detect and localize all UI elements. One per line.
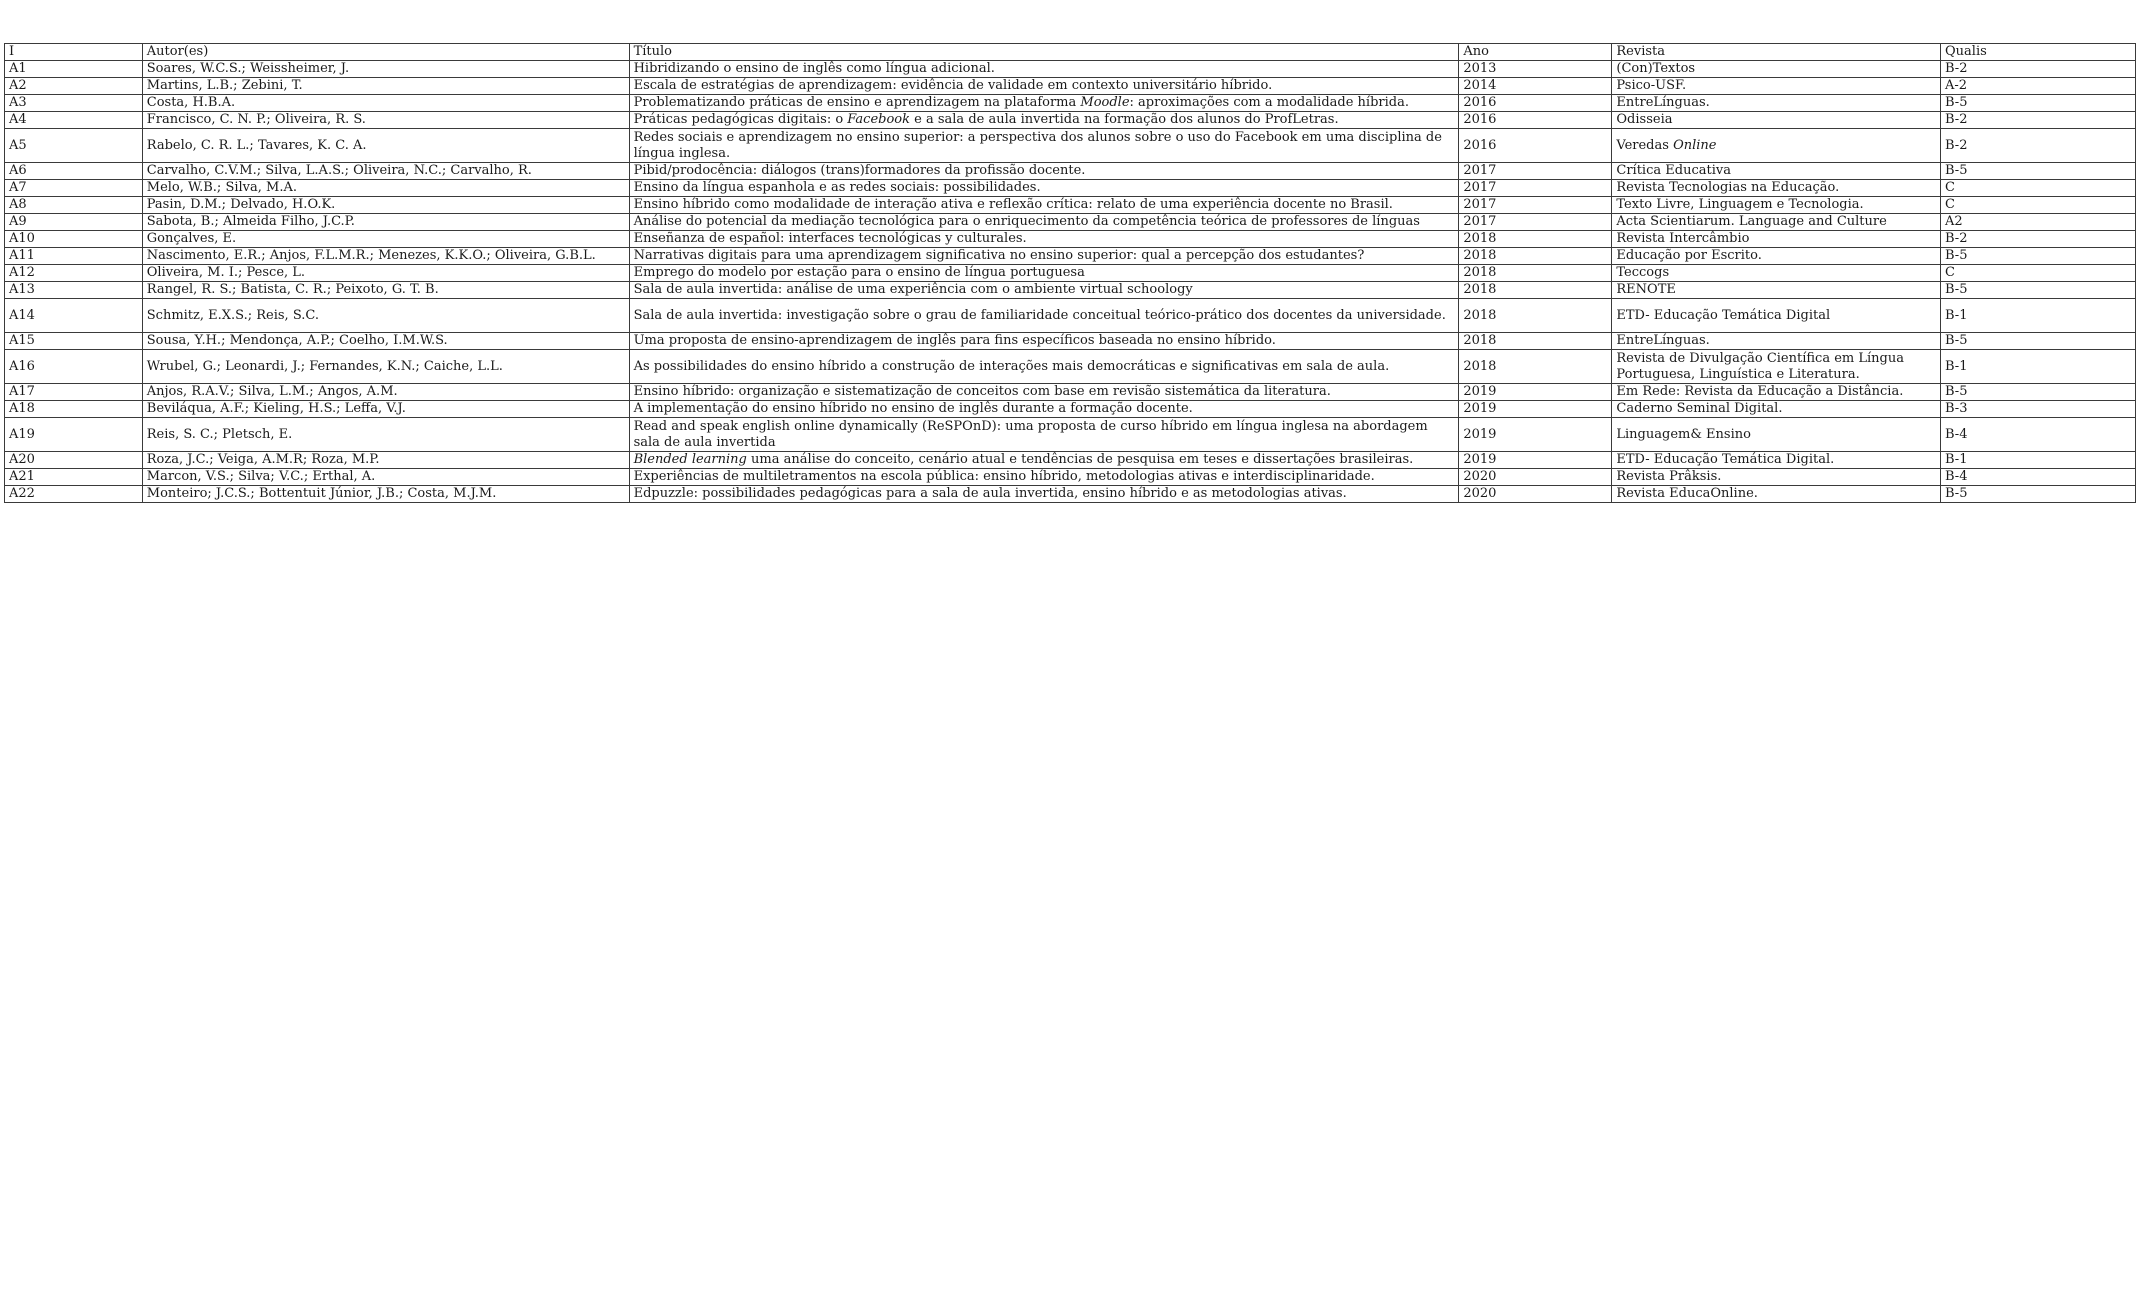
cell-qualis: A2	[1941, 214, 2136, 231]
cell-journal: EntreLínguas.	[1612, 95, 1941, 112]
cell-authors: Sabota, B.; Almeida Filho, J.C.P.	[142, 214, 629, 231]
cell-authors: Nascimento, E.R.; Anjos, F.L.M.R.; Menezes, K.K.O.; Oliveira, G.B.L.	[142, 248, 629, 265]
cell-authors: Monteiro; J.C.S.; Bottentuit Júnior, J.B.; Costa, M.J.M.	[142, 486, 629, 503]
cell-year: 2019	[1459, 452, 1612, 469]
table-row	[5, 61, 2136, 78]
cell-journal: Em Rede: Revista da Educação a Distância.	[1612, 384, 1941, 401]
cell-journal: Linguagem& Ensino	[1612, 418, 1941, 452]
table-header-row	[5, 44, 2136, 61]
cell-journal: Revista Tecnologias na Educação.	[1612, 180, 1941, 197]
cell-authors: Beviláqua, A.F.; Kieling, H.S.; Leffa, V.J.	[142, 401, 629, 418]
table-row	[5, 299, 2136, 333]
table-row	[5, 350, 2136, 384]
cell-year: 2017	[1459, 180, 1612, 197]
table-row	[5, 384, 2136, 401]
cell-year: 2019	[1459, 384, 1612, 401]
cell-authors: Gonçalves, E.	[142, 231, 629, 248]
cell-qualis: B-4	[1941, 418, 2136, 452]
title-text-part: uma análise do conceito, cenário atual e tendências de pesquisa em teses e dissertações brasileiras.	[746, 452, 1414, 467]
cell-title	[629, 452, 1459, 469]
cell-authors: Reis, S. C.; Pletsch, E.	[142, 418, 629, 452]
header-id: I	[5, 44, 143, 61]
cell-year: 2019	[1459, 401, 1612, 418]
cell-id: A7	[5, 180, 143, 197]
cell-journal: EntreLínguas.	[1612, 333, 1941, 350]
cell-journal	[1612, 129, 1941, 163]
cell-title: Redes sociais e aprendizagem no ensino superior: a perspectiva dos alunos sobre o uso do Facebook em uma disciplina de língua inglesa.	[629, 129, 1459, 163]
cell-qualis: A-2	[1941, 78, 2136, 95]
cell-qualis: B-5	[1941, 95, 2136, 112]
cell-authors: Costa, H.B.A.	[142, 95, 629, 112]
cell-id: A5	[5, 129, 143, 163]
cell-qualis: B-4	[1941, 469, 2136, 486]
cell-id: A6	[5, 163, 143, 180]
cell-journal: Texto Livre, Linguagem e Tecnologia.	[1612, 197, 1941, 214]
cell-year: 2019	[1459, 418, 1612, 452]
title-text-part: Práticas pedagógicas digitais: o	[633, 112, 848, 127]
table-row	[5, 95, 2136, 112]
cell-qualis: B-3	[1941, 401, 2136, 418]
cell-journal: Teccogs	[1612, 265, 1941, 282]
title-italic-part: Facebook	[847, 112, 911, 127]
cell-title: Ensino híbrido: organização e sistematização de conceitos com base em revisão sistemática da literatura.	[629, 384, 1459, 401]
references-table-container	[4, 43, 2136, 503]
cell-year: 2018	[1459, 282, 1612, 299]
cell-id: A15	[5, 333, 143, 350]
cell-authors: Roza, J.C.; Veiga, A.M.R; Roza, M.P.	[142, 452, 629, 469]
title-text-part: e a sala de aula invertida na formação dos alunos do ProfLetras.	[910, 112, 1339, 127]
cell-title: Análise do potencial da mediação tecnológica para o enriquecimento da competência teórica de professores de línguas	[629, 214, 1459, 231]
cell-qualis: B-5	[1941, 163, 2136, 180]
cell-id: A17	[5, 384, 143, 401]
cell-journal: Revista Intercâmbio	[1612, 231, 1941, 248]
cell-id: A11	[5, 248, 143, 265]
cell-authors: Pasin, D.M.; Delvado, H.O.K.	[142, 197, 629, 214]
cell-year: 2018	[1459, 265, 1612, 282]
cell-year: 2020	[1459, 469, 1612, 486]
cell-title: Pibid/prodocência: diálogos (trans)formadores da profissão docente.	[629, 163, 1459, 180]
cell-authors: Carvalho, C.V.M.; Silva, L.A.S.; Oliveira, N.C.; Carvalho, R.	[142, 163, 629, 180]
cell-year: 2018	[1459, 248, 1612, 265]
cell-qualis: B-1	[1941, 299, 2136, 333]
header-year: Ano	[1459, 44, 1612, 61]
title-italic-part: Moodle	[1080, 95, 1130, 110]
cell-year: 2018	[1459, 333, 1612, 350]
cell-qualis: B-5	[1941, 486, 2136, 503]
cell-qualis: C	[1941, 265, 2136, 282]
cell-journal: ETD- Educação Temática Digital.	[1612, 452, 1941, 469]
table-row	[5, 231, 2136, 248]
cell-journal: Odisseia	[1612, 112, 1941, 129]
cell-journal: Revista de Divulgação Científica em Língua Portuguesa, Linguística e Literatura.	[1612, 350, 1941, 384]
table-row	[5, 163, 2136, 180]
cell-qualis: B-2	[1941, 112, 2136, 129]
table-row	[5, 418, 2136, 452]
table-row	[5, 78, 2136, 95]
cell-authors: Rangel, R. S.; Batista, C. R.; Peixoto, G. T. B.	[142, 282, 629, 299]
cell-id: A8	[5, 197, 143, 214]
table-row	[5, 282, 2136, 299]
cell-year: 2020	[1459, 486, 1612, 503]
cell-qualis: B-1	[1941, 350, 2136, 384]
cell-journal: (Con)Textos	[1612, 61, 1941, 78]
header-qualis: Qualis	[1941, 44, 2136, 61]
cell-year: 2017	[1459, 163, 1612, 180]
table-row	[5, 197, 2136, 214]
cell-authors: Rabelo, C. R. L.; Tavares, K. C. A.	[142, 129, 629, 163]
cell-title: A implementação do ensino híbrido no ensino de inglês durante a formação docente.	[629, 401, 1459, 418]
cell-title: Narrativas digitais para uma aprendizagem significativa no ensino superior: qual a percepção dos estudantes?	[629, 248, 1459, 265]
cell-authors: Anjos, R.A.V.; Silva, L.M.; Angos, A.M.	[142, 384, 629, 401]
cell-journal: Psico-USF.	[1612, 78, 1941, 95]
cell-year: 2018	[1459, 231, 1612, 248]
cell-id: A3	[5, 95, 143, 112]
table-row	[5, 129, 2136, 163]
cell-id: A1	[5, 61, 143, 78]
cell-year: 2017	[1459, 197, 1612, 214]
cell-authors: Marcon, V.S.; Silva; V.C.; Erthal, A.	[142, 469, 629, 486]
cell-title	[629, 112, 1459, 129]
cell-authors: Oliveira, M. I.; Pesce, L.	[142, 265, 629, 282]
table-row	[5, 214, 2136, 231]
header-title: Título	[629, 44, 1459, 61]
cell-qualis: B-2	[1941, 231, 2136, 248]
cell-journal: ETD- Educação Temática Digital	[1612, 299, 1941, 333]
cell-title: Sala de aula invertida: investigação sobre o grau de familiaridade conceitual teórico-prático dos docentes da universidade.	[629, 299, 1459, 333]
cell-authors: Francisco, C. N. P.; Oliveira, R. S.	[142, 112, 629, 129]
cell-title: Sala de aula invertida: análise de uma experiência com o ambiente virtual schoology	[629, 282, 1459, 299]
cell-journal: Revista EducaOnline.	[1612, 486, 1941, 503]
cell-authors: Wrubel, G.; Leonardi, J.; Fernandes, K.N.; Caiche, L.L.	[142, 350, 629, 384]
table-row	[5, 401, 2136, 418]
title-text-part: : aproximações com a modalidade híbrida.	[1129, 95, 1409, 110]
cell-id: A10	[5, 231, 143, 248]
cell-id: A16	[5, 350, 143, 384]
cell-year: 2018	[1459, 350, 1612, 384]
table-row	[5, 452, 2136, 469]
cell-qualis: B-2	[1941, 129, 2136, 163]
cell-title: Uma proposta de ensino-aprendizagem de inglês para fins específicos baseada no ensino híbrido.	[629, 333, 1459, 350]
cell-title: Hibridizando o ensino de inglês como língua adicional.	[629, 61, 1459, 78]
table-row	[5, 112, 2136, 129]
cell-journal: Educação por Escrito.	[1612, 248, 1941, 265]
cell-title: Experiências de multiletramentos na escola pública: ensino híbrido, metodologias ativas e interdisciplinaridade.	[629, 469, 1459, 486]
journal-italic-part: Online	[1673, 137, 1717, 153]
cell-id: A12	[5, 265, 143, 282]
cell-title: Read and speak english online dynamically (ReSPOnD): uma proposta de curso híbrido em língua inglesa na abordagem sala de aula invertida	[629, 418, 1459, 452]
cell-title: Ensino da língua espanhola e as redes sociais: possibilidades.	[629, 180, 1459, 197]
cell-year: 2013	[1459, 61, 1612, 78]
cell-id: A20	[5, 452, 143, 469]
cell-title: Emprego do modelo por estação para o ensino de língua portuguesa	[629, 265, 1459, 282]
header-journal: Revista	[1612, 44, 1941, 61]
title-text-part: Problematizando práticas de ensino e aprendizagem na plataforma	[633, 95, 1081, 110]
cell-authors: Schmitz, E.X.S.; Reis, S.C.	[142, 299, 629, 333]
cell-id: A13	[5, 282, 143, 299]
cell-id: A21	[5, 469, 143, 486]
header-authors: Autor(es)	[142, 44, 629, 61]
cell-journal: Crítica Educativa	[1612, 163, 1941, 180]
cell-year: 2017	[1459, 214, 1612, 231]
cell-year: 2014	[1459, 78, 1612, 95]
cell-qualis: C	[1941, 197, 2136, 214]
cell-qualis: B-1	[1941, 452, 2136, 469]
cell-qualis: B-2	[1941, 61, 2136, 78]
cell-id: A4	[5, 112, 143, 129]
cell-title: Edpuzzle: possibilidades pedagógicas para a sala de aula invertida, ensino híbrido e as metodologias ativas.	[629, 486, 1459, 503]
cell-qualis: B-5	[1941, 248, 2136, 265]
cell-authors: Martins, L.B.; Zebini, T.	[142, 78, 629, 95]
references-table	[4, 43, 2136, 503]
table-row	[5, 486, 2136, 503]
table-row	[5, 248, 2136, 265]
cell-id: A14	[5, 299, 143, 333]
cell-authors: Sousa, Y.H.; Mendonça, A.P.; Coelho, I.M.W.S.	[142, 333, 629, 350]
cell-id: A18	[5, 401, 143, 418]
cell-journal: RENOTE	[1612, 282, 1941, 299]
cell-title	[629, 95, 1459, 112]
cell-qualis: C	[1941, 180, 2136, 197]
cell-authors: Melo, W.B.; Silva, M.A.	[142, 180, 629, 197]
table-row	[5, 333, 2136, 350]
cell-id: A19	[5, 418, 143, 452]
cell-title: As possibilidades do ensino híbrido a construção de interações mais democráticas e significativas em sala de aula.	[629, 350, 1459, 384]
cell-qualis: B-5	[1941, 384, 2136, 401]
cell-id: A2	[5, 78, 143, 95]
cell-authors: Soares, W.C.S.; Weissheimer, J.	[142, 61, 629, 78]
cell-journal: Acta Scientiarum. Language and Culture	[1612, 214, 1941, 231]
cell-title: Enseñanza de español: interfaces tecnológicas y culturales.	[629, 231, 1459, 248]
cell-year: 2016	[1459, 95, 1612, 112]
cell-id: A22	[5, 486, 143, 503]
table-row	[5, 469, 2136, 486]
cell-year: 2016	[1459, 112, 1612, 129]
cell-journal: Caderno Seminal Digital.	[1612, 401, 1941, 418]
cell-title: Escala de estratégias de aprendizagem: evidência de validade em contexto universitário híbrido.	[629, 78, 1459, 95]
cell-title: Ensino híbrido como modalidade de interação ativa e reflexão crítica: relato de uma experiência docente no Brasil.	[629, 197, 1459, 214]
cell-year: 2016	[1459, 129, 1612, 163]
cell-qualis: B-5	[1941, 333, 2136, 350]
cell-year: 2018	[1459, 299, 1612, 333]
cell-journal: Revista Prâksis.	[1612, 469, 1941, 486]
table-row	[5, 265, 2136, 282]
title-italic-part: Blended learning	[633, 452, 747, 467]
journal-text-part: Veredas	[1616, 137, 1674, 153]
cell-id: A9	[5, 214, 143, 231]
cell-qualis: B-5	[1941, 282, 2136, 299]
table-row	[5, 180, 2136, 197]
